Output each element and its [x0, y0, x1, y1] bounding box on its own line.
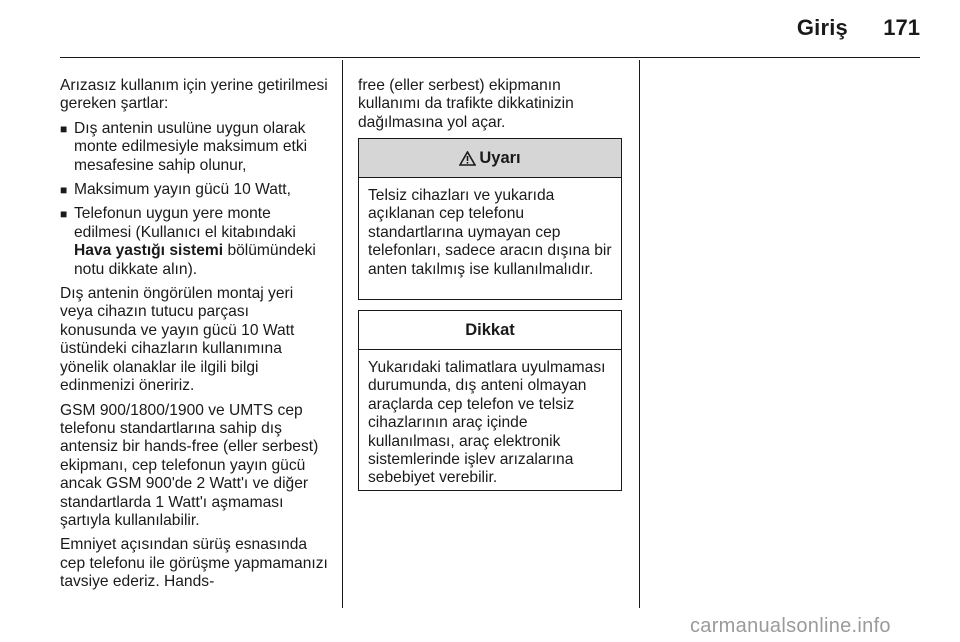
middle-column-text	[358, 77, 618, 138]
body-paragraph: Emniyet açısından sürüş esnasında cep telefonu ile görüşme yapmamanızı tavsiye ederiz. Hands-	[60, 536, 328, 591]
airbag-reference: Hava yastığı sistemi	[74, 242, 224, 260]
bullet-item: ■ Maksimum yayın gücü 10 Watt,	[60, 181, 328, 199]
header-rule	[60, 57, 920, 58]
intro-paragraph: Arızasız kullanım için yerine getirilmesi gereken şartlar:	[60, 77, 328, 113]
warning-box	[358, 138, 622, 300]
bullet-text: bölümündeki notu dikkate alın).	[74, 242, 316, 278]
bullet-item	[60, 205, 328, 279]
caution-box	[358, 310, 622, 491]
watermark: carmanualsonline.info	[690, 615, 891, 637]
section-title: Giriş	[796, 15, 848, 40]
caution-header	[359, 311, 621, 350]
body-paragraph: GSM 900/1800/1900 ve UMTS cep telefonu standartlarına sahip dış antensiz bir hands-free (eller serbest) ekipmanı, cep telefonun yayın gücü ancak GSM 900'de 2 Watt'ı ve diğer standartlarda 1 Watt'ı aşmaması şartıyla kullanılabilir.	[60, 401, 319, 529]
caution-title: Dikkat	[465, 320, 515, 339]
page-number: 171	[883, 15, 920, 40]
caution-text: Yukarıdaki talimatlara uyulmaması durumunda, dış anteni olmayan araçlarda cep telefon ve telsiz cihazlarının araç içinde kullanılması, araç elektronik sistemlerinde işlev arızalarına sebebiyet verebilir.	[368, 359, 606, 487]
column-divider-right	[639, 60, 640, 608]
column-divider-left	[342, 60, 343, 608]
bullet-item: ■ Dış antenin usulüne uygun olarak monte edilmesiyle maksimum etki mesafesine sahip olunur,	[60, 120, 328, 175]
warning-header	[359, 139, 621, 178]
bullet-text: Telefonun uygun yere monte edilmesi (Kullanıcı el kitabındaki	[74, 205, 296, 241]
warning-text: Telsiz cihazları ve yukarıda açıklanan cep telefonu standartlarına uymayan cep telefonları, sadece aracın dışına bir anten takılmış ise kullanılmalıdır.	[368, 187, 612, 278]
warning-triangle-icon	[459, 151, 476, 166]
left-column	[60, 77, 328, 598]
warning-title: Uyarı	[479, 148, 521, 167]
body-paragraph: Dış antenin öngörülen montaj yeri veya cihazın tutucu parçası konusunda ve yayın gücü 10 Watt üstündeki cihazların kullanımına yönelik olanaklar ile ilgili bilgi edinmenizi öneririz.	[60, 285, 295, 395]
continuation-paragraph: free (eller serbest) ekipmanın kullanımı da trafikte dikkatinizin dağılmasına yol açar.	[358, 77, 574, 131]
